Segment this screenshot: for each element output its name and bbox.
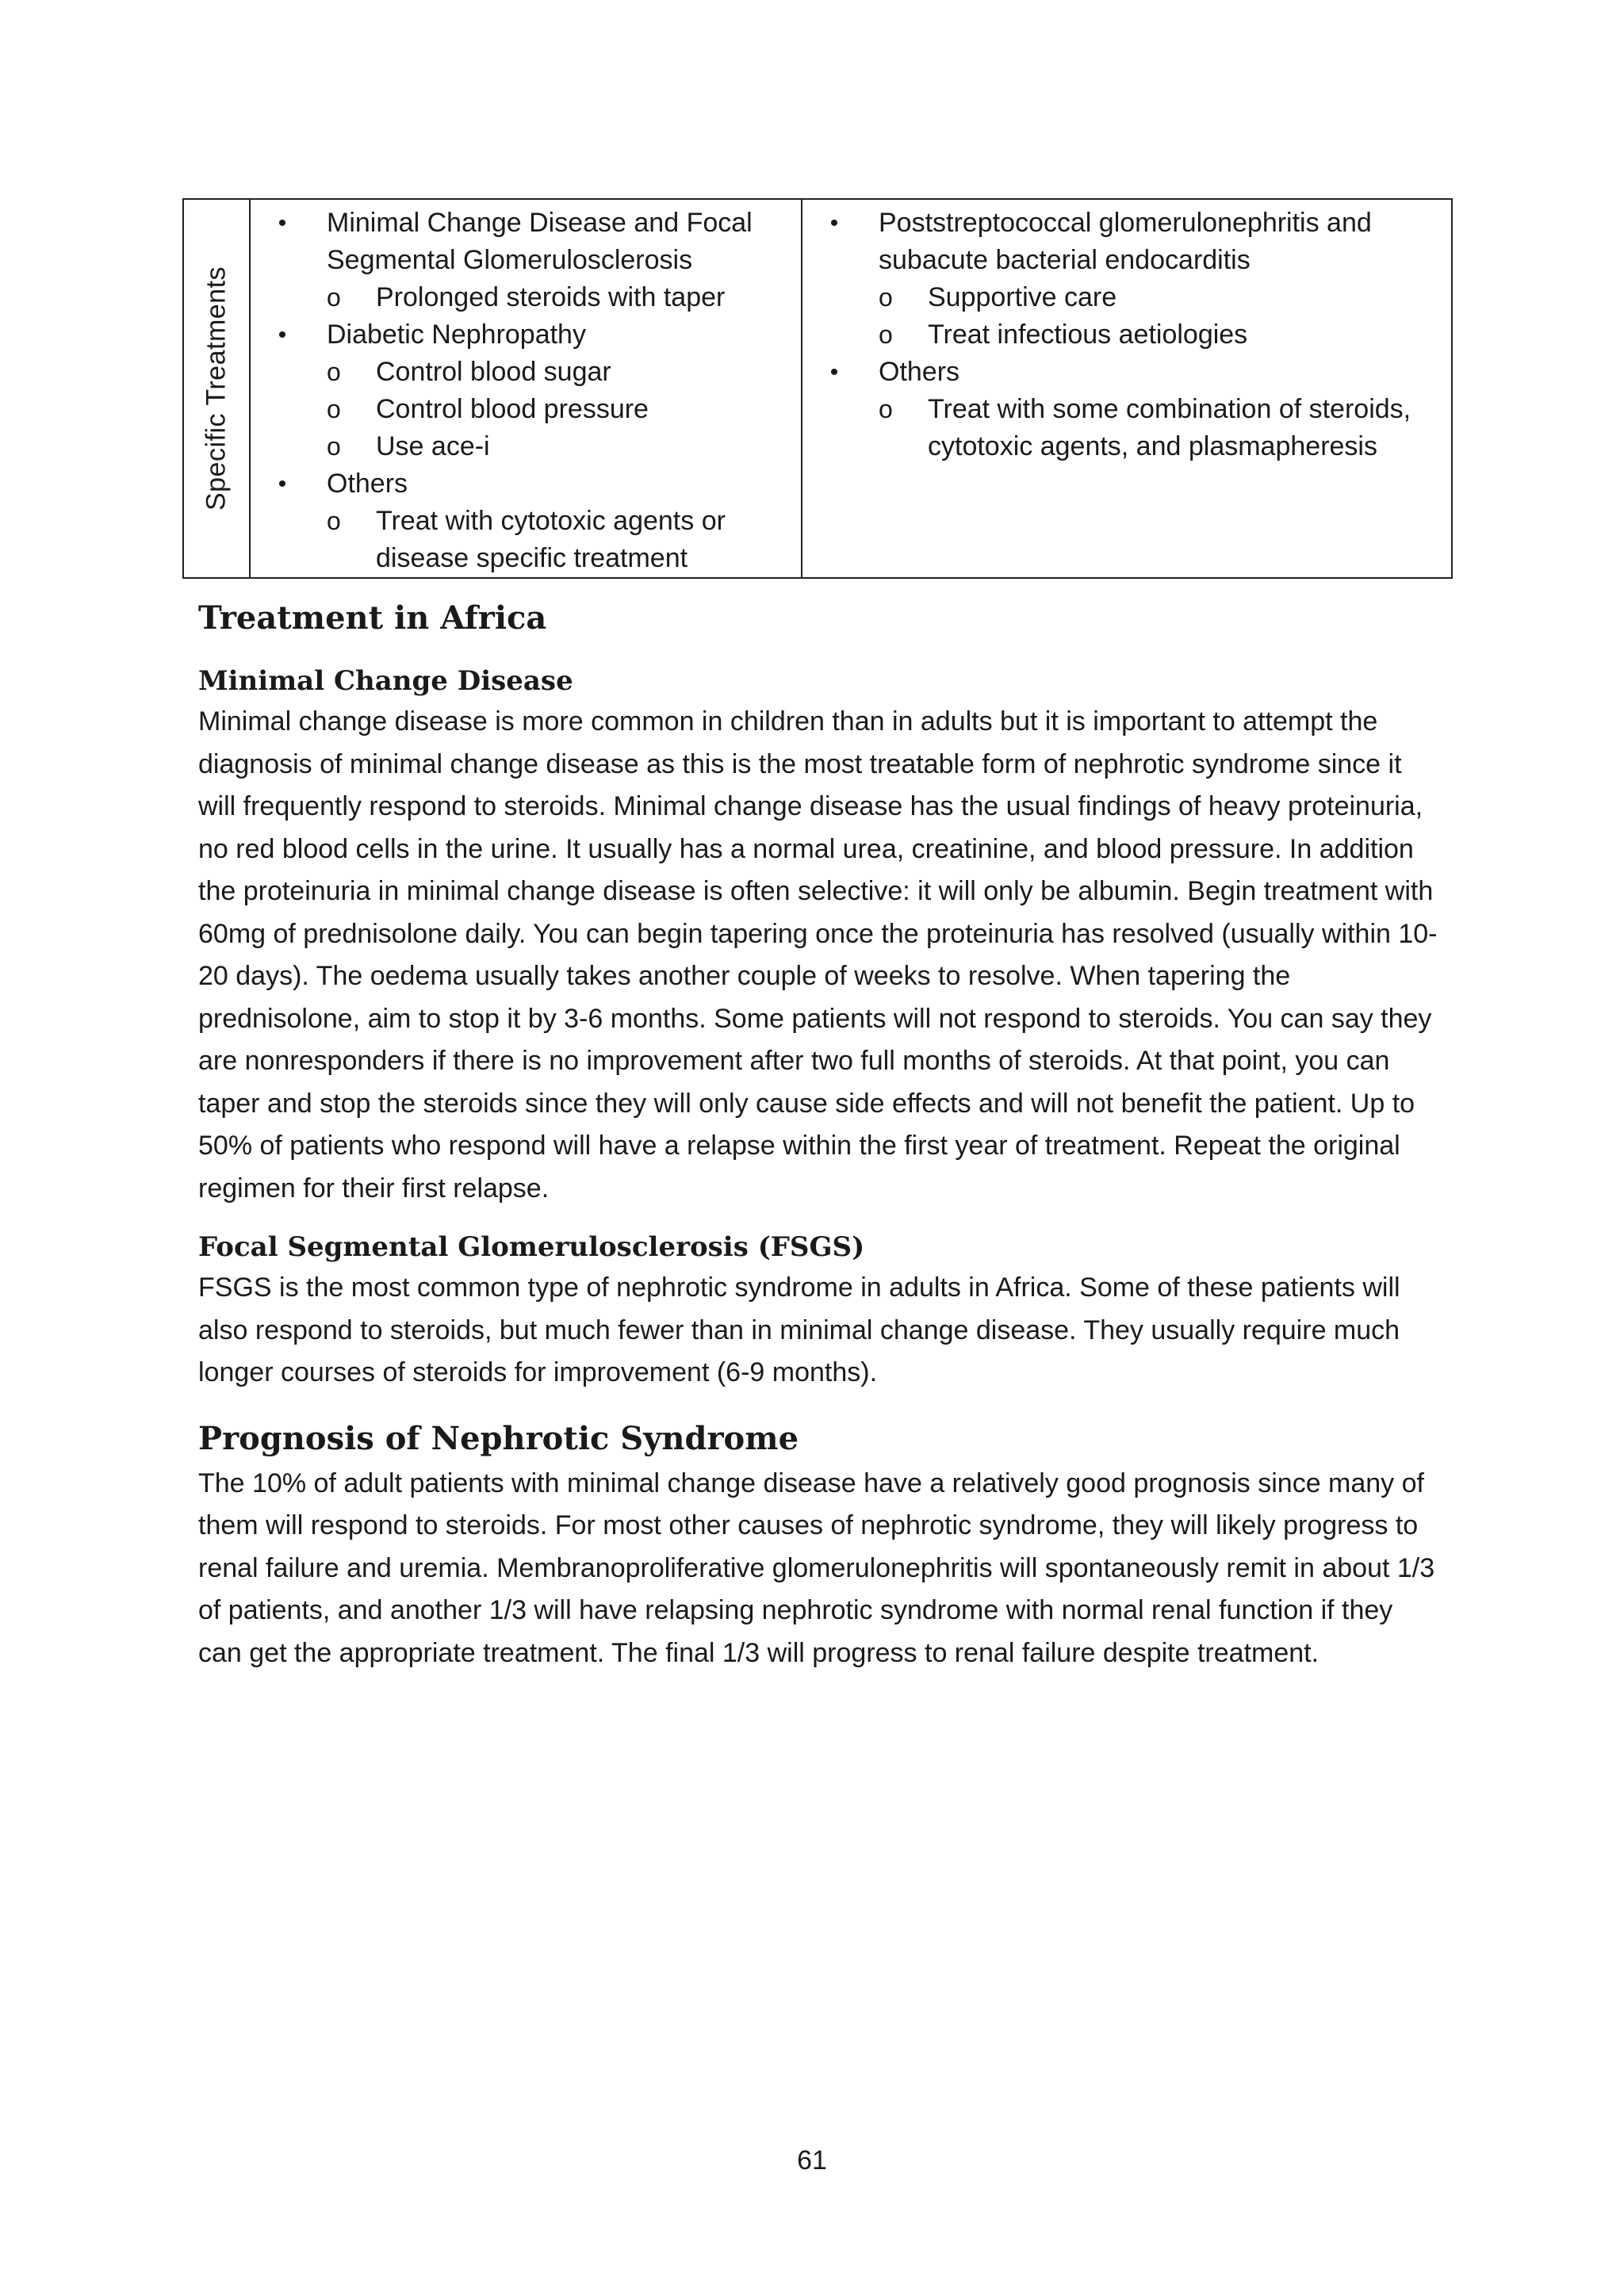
table-row — [183, 199, 1452, 578]
list-item-text: Diabetic Nephropathy — [327, 320, 586, 350]
list-item — [802, 354, 1443, 465]
list-item-text: Others — [879, 357, 960, 387]
bullet-icon: • — [278, 322, 287, 348]
right-treatment-list — [802, 200, 1451, 465]
sub-list-item — [327, 503, 793, 577]
list-item-text: Others — [327, 469, 408, 499]
circle-bullet-icon: o — [879, 283, 893, 312]
circle-bullet-icon: o — [327, 507, 341, 535]
list-item — [251, 316, 793, 465]
left-treatment-cell — [250, 199, 802, 578]
list-item — [802, 205, 1443, 354]
bullet-icon: • — [829, 210, 839, 236]
sub-list-item — [327, 391, 793, 428]
circle-bullet-icon: o — [327, 395, 341, 423]
prognosis-heading: Prognosis of Nephrotic Syndrome — [198, 1419, 799, 1457]
specific-treatments-table — [182, 198, 1453, 579]
sub-list — [879, 279, 1443, 354]
list-item — [251, 465, 793, 577]
sub-list-item — [879, 391, 1443, 465]
list-item-text: Minimal Change Disease and Focal Segmental Glomerulosclerosis — [327, 208, 753, 275]
list-item-text: Poststreptococcal glomerulonephritis and subacute bacterial endocarditis — [879, 208, 1372, 275]
sub-list — [327, 354, 793, 465]
page-number: 61 — [797, 2145, 827, 2175]
sub-list-item-text: Treat with cytotoxic agents or disease specific treatment — [376, 506, 726, 573]
sub-list — [327, 503, 793, 577]
circle-bullet-icon: o — [327, 358, 341, 386]
minimal-change-disease-paragraph: Minimal change disease is more common in children than in adults but it is important to attempt the diagnosis of minimal change disease as this is the most treatable form of nephrotic syndrome since it will frequently respond to steroids. Minimal change disease has the usual findings of heavy proteinuria, no red blood cells in the urine. It usually has a normal urea, creatinine, and blood pressure. In addition the proteinuria in minimal change disease is often selective: it will only be albumin. Begin treatment with 60mg of prednisolone daily. You can begin tapering once the proteinuria has resolved (usually within 10-20 days). The oedema usually takes another couple of weeks to resolve. When tapering the prednisolone, aim to stop it by 3-6 months. Some patients will not respond to steroids. You can say they are nonresponders if there is no improvement after two full months of steroids. At that point, you can taper and stop the steroids since they will only cause side effects and will not benefit the patient. Up to 50% of patients who respond will have a relapse within the first year of treatment. Repeat the original regimen for their first relapse. — [198, 706, 1438, 1203]
sub-list-item — [327, 428, 793, 465]
circle-bullet-icon: o — [327, 283, 341, 312]
prognosis-paragraph: The 10% of adult patients with minimal change disease have a relatively good prognosis since many of them will respond to steroids. For most other causes of nephrotic syndrome, they will likely progress to renal failure and uremia. Membranoproliferative glomerulonephritis will spontaneously remit in about 1/3 of patients, and another 1/3 will have relapsing nephrotic syndrome with normal renal function if they can get the appropriate treatment. The final 1/3 will progress to renal failure despite treatment. — [198, 1468, 1435, 1668]
sub-list-item — [327, 279, 793, 316]
circle-bullet-icon: o — [879, 320, 893, 349]
main-content — [198, 595, 1443, 1674]
sub-list-item-text: Treat with some combination of steroids, cytotoxic agents, and plasmapheresis — [928, 394, 1411, 461]
sub-list-item — [327, 354, 793, 391]
sub-list — [879, 391, 1443, 465]
sub-list-item-text: Prolonged steroids with taper — [376, 282, 726, 312]
sub-list-item-text: Supportive care — [928, 282, 1117, 312]
circle-bullet-icon: o — [879, 395, 893, 423]
minimal-change-disease-heading: Minimal Change Disease — [198, 665, 573, 697]
sub-list — [327, 279, 793, 316]
sub-list-item-text: Use ace-i — [376, 431, 490, 461]
circle-bullet-icon: o — [327, 432, 341, 461]
bullet-icon: • — [278, 210, 287, 236]
bullet-icon: • — [829, 359, 839, 385]
row-label-cell — [183, 199, 250, 578]
sub-list-item — [879, 316, 1443, 354]
left-treatment-list — [251, 200, 801, 577]
right-treatment-cell — [802, 199, 1452, 578]
treatment-in-africa-heading: Treatment in Africa — [198, 599, 547, 637]
bullet-icon: • — [278, 471, 287, 497]
list-item — [251, 205, 793, 316]
sub-list-item-text: Control blood sugar — [376, 357, 611, 387]
fsgs-heading: Focal Segmental Glomerulosclerosis (FSGS) — [198, 1231, 865, 1263]
sub-list-item-text: Treat infectious aetiologies — [928, 320, 1248, 350]
sub-list-item — [879, 279, 1443, 316]
row-label: Specific Treatments — [201, 266, 232, 511]
sub-list-item-text: Control blood pressure — [376, 394, 649, 424]
fsgs-paragraph: FSGS is the most common type of nephrotic syndrome in adults in Africa. Some of these patients will also respond to steroids, but much fewer than in minimal change disease. They usually require much longer courses of steroids for improvement (6-9 months). — [198, 1272, 1400, 1387]
